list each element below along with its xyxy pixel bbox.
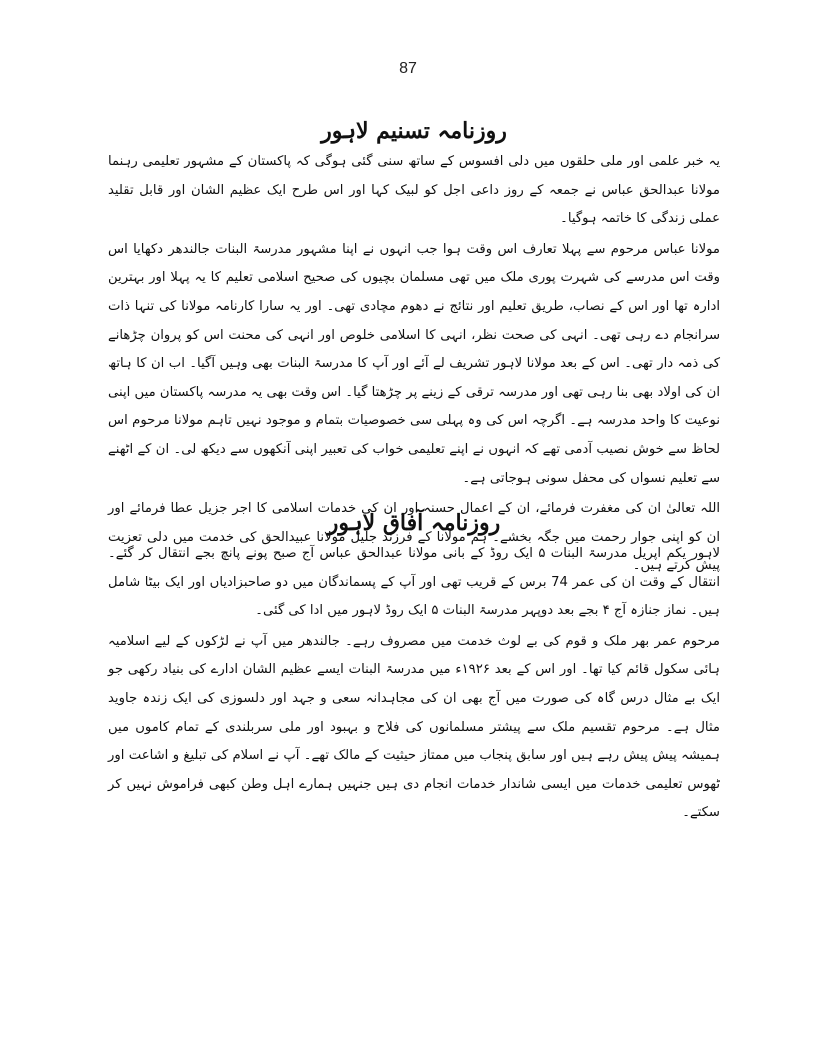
article-paragraph: مولانا عباس مرحوم سے پہلا تعارف اس وقت ہوا جب انہوں نے اپنا مشہور مدرسۃ البنات جالندھر دکھایا اس وقت اس مدرسے کی شہرت پوری ملک میں تھی مسلمان بچیوں کی صحیح اسلامی تعلیم کا یہ پہلا اور بہترین ادارہ تھا اور اس کے نصاب، طریق تعلیم اور نتائج نے دھوم مچادی تھی۔ اور یہ سارا کارنامہ مولانا کی تنہا ذات سرانجام دے رہی تھی۔ انہی کی صحت نظر، انہی کا اسلامی خلوص اور انہی کی محنت اس کو پروان چڑھانے کی ذمہ دار تھی۔ اس کے بعد مولانا لاہور تشریف لے آئے اور آپ کا مدرسۃ البنات بھی وہیں آگیا۔ اب ان کا ہاتھ ان کی اولاد بھی بنا رہی تھی اور مدرسہ ترقی کے زینے پر چڑھتا گیا۔ اس وقت بھی یہ مدرسہ پاکستان میں اپنی نوعیت کا واحد مدرسہ ہے۔ اگرچہ اس کی وہ پہلی سی خصوصیات بتمام و موجود نہیں تاہم مولانا مرحوم اس لحاظ سے خوش نصیب آدمی تھے کہ انہوں نے اپنے تعلیمی خواب کی تعبیر اپنی آنکھوں سے دیکھ لی۔ ان کے اٹھنے سے تعلیم نسواں کی محفل سونی ہوجاتی ہے۔ (108, 241, 720, 486)
page-number: 87 (399, 60, 417, 77)
article-heading: روزنامہ آفاق لاہور (327, 510, 501, 536)
article-paragraph: یہ خبر علمی اور ملی حلقوں میں دلی افسوس کے ساتھ سنی گئی ہوگی کہ پاکستان کے مشہور تعلیمی رہنما مولانا عبدالحق عباس نے جمعہ کے روز داعی اجل کو لبیک کہا اور اس طرح ایک عظیم الشان اور قابل تقلید عملی زندگی کا خاتمہ ہوگیا۔ (108, 154, 720, 227)
article-paragraph: اللہ تعالیٰ ان کی مغفرت فرمائے، ان کے اعمال حسنہ اور ان کی خدمات اسلامی کا اجر جزیل عطا فرمائے اور ان کو اپنی جوار رحمت میں جگہ بخشے۔ ہم مولانا کے فرزند جلیل مولانا عبیدالحق کی خدمت میں دلی تعزیت پیش کرتے ہیں۔ (108, 501, 720, 574)
article-afaq (108, 506, 720, 828)
article-heading: روزنامہ تسنیم لاہور (321, 118, 507, 144)
article-paragraph: مرحوم عمر بھر ملک و قوم کی بے لوث خدمت میں مصروف رہے۔ جالندھر میں آپ نے لڑکوں کے لیے اسلامیہ ہائی سکول قائم کیا تھا۔ اور اس کے بعد ۱۹۲۶ء میں مدرسۃ البنات ایسے عظیم الشان ادارے کی بنیاد رکھی جو ایک بے مثال درس گاہ کی صورت میں آج بھی ان کی مجاہدانہ سعی و جہد اور دلسوزی کی ایک زندہ جاوید مثال ہے۔ مرحوم تقسیم ملک سے پیشتر مسلمانوں کی فلاح و بہبود اور ملی سربلندی کے تمام کاموں میں ہمیشہ پیش پیش رہے ہیں اور سابق پنجاب میں ممتاز حیثیت کے مالک تھے۔ آپ نے اسلام کی تبلیغ و اشاعت اور ٹھوس تعلیمی خدمات میں ایسی شاندار خدمات انجام دی ہیں جنہیں ہمارے اہل وطن کبھی فراموش نہیں کر سکتے۔ (108, 633, 720, 821)
article-paragraph: لاہور یکم اپریل مدرسۃ البنات ۵ ایک روڈ کے بانی مولانا عبدالحق عباس آج صبح پونے پانچ بجے انتقال کر گئے۔ انتقال کے وقت ان کی عمر 74 برس کے قریب تھی اور آپ کے پسماندگان میں دو صاحبزادیاں اور ایک بیٹا شامل ہیں۔ نماز جنازہ آج ۴ بجے بعد دوپہر مدرسۃ البنات ۵ ایک روڈ لاہور میں ادا کی گئی۔ (108, 546, 720, 619)
